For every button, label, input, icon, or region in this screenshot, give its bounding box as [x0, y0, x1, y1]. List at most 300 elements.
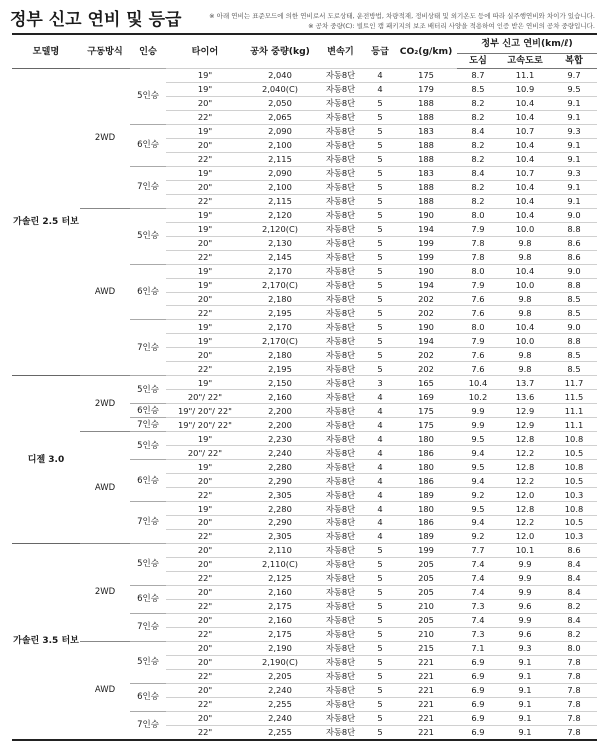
- co2-cell: 188: [395, 180, 457, 194]
- highway-cell: 10.4: [499, 96, 551, 110]
- tire-cell: 20": [166, 138, 244, 152]
- combined-cell: 9.1: [551, 194, 597, 208]
- weight-cell: 2,150: [244, 376, 316, 390]
- transmission-cell: 자동8단: [316, 529, 365, 543]
- weight-cell: 2,115: [244, 152, 316, 166]
- co2-cell: 188: [395, 96, 457, 110]
- highway-cell: 10.4: [499, 110, 551, 124]
- transmission-cell: 자동8단: [316, 124, 365, 138]
- transmission-cell: 자동8단: [316, 250, 365, 264]
- highway-cell: 9.8: [499, 236, 551, 250]
- weight-cell: 2,240: [244, 446, 316, 460]
- highway-cell: 9.8: [499, 362, 551, 376]
- transmission-cell: 자동8단: [316, 222, 365, 236]
- transmission-cell: 자동8단: [316, 432, 365, 446]
- grade-cell: 5: [365, 278, 395, 292]
- tire-cell: 22": [166, 529, 244, 543]
- table-row: [12, 543, 597, 557]
- weight-cell: 2,280: [244, 460, 316, 474]
- tire-cell: 19": [166, 320, 244, 334]
- highway-cell: 10.4: [499, 208, 551, 222]
- combined-cell: 10.8: [551, 460, 597, 474]
- tire-cell: 22": [166, 599, 244, 613]
- weight-cell: 2,175: [244, 599, 316, 613]
- grade-cell: 4: [365, 390, 395, 404]
- city-cell: 7.8: [457, 236, 499, 250]
- weight-cell: 2,305: [244, 488, 316, 502]
- grade-cell: 5: [365, 152, 395, 166]
- co2-cell: 175: [395, 69, 457, 83]
- combined-cell: 9.3: [551, 166, 597, 180]
- tire-cell: 19": [166, 208, 244, 222]
- header-seats: 인승: [130, 34, 166, 69]
- city-cell: 7.4: [457, 571, 499, 585]
- combined-cell: 8.2: [551, 627, 597, 641]
- co2-cell: 205: [395, 571, 457, 585]
- seat-cell: 7인승: [130, 502, 166, 544]
- city-cell: 10.2: [457, 390, 499, 404]
- weight-cell: 2,110(C): [244, 557, 316, 571]
- city-cell: 7.6: [457, 292, 499, 306]
- grade-cell: 5: [365, 585, 395, 599]
- transmission-cell: 자동8단: [316, 278, 365, 292]
- header-weight: 공차 중량(kg): [244, 34, 316, 69]
- header-grade: 등급: [365, 34, 395, 69]
- grade-cell: 5: [365, 264, 395, 278]
- co2-cell: 221: [395, 669, 457, 683]
- transmission-cell: 자동8단: [316, 110, 365, 124]
- tire-cell: 19": [166, 69, 244, 83]
- combined-cell: 9.1: [551, 180, 597, 194]
- drive-cell: AWD: [80, 432, 130, 544]
- transmission-cell: 자동8단: [316, 166, 365, 180]
- weight-cell: 2,145: [244, 250, 316, 264]
- city-cell: 7.4: [457, 557, 499, 571]
- seat-cell: 5인승: [130, 208, 166, 264]
- combined-cell: 8.8: [551, 222, 597, 236]
- combined-cell: 8.6: [551, 236, 597, 250]
- tire-cell: 20": [166, 543, 244, 557]
- transmission-cell: 자동8단: [316, 180, 365, 194]
- highway-cell: 10.9: [499, 82, 551, 96]
- drive-cell: AWD: [80, 208, 130, 376]
- header-transmission: 변속기: [316, 34, 365, 69]
- combined-cell: 11.7: [551, 376, 597, 390]
- tire-cell: 22": [166, 488, 244, 502]
- co2-cell: 179: [395, 82, 457, 96]
- highway-cell: 9.8: [499, 250, 551, 264]
- seat-cell: 6인승: [130, 404, 166, 418]
- grade-cell: 5: [365, 697, 395, 711]
- grade-cell: 5: [365, 725, 395, 739]
- transmission-cell: 자동8단: [316, 376, 365, 390]
- weight-cell: 2,190: [244, 641, 316, 655]
- co2-cell: 183: [395, 124, 457, 138]
- drive-cell: AWD: [80, 641, 130, 739]
- co2-cell: 199: [395, 236, 457, 250]
- model-cell: 가솔린 3.5 터보: [12, 543, 80, 739]
- city-cell: 9.9: [457, 404, 499, 418]
- tire-cell: 20": [166, 180, 244, 194]
- transmission-cell: 자동8단: [316, 571, 365, 585]
- highway-cell: 10.0: [499, 222, 551, 236]
- combined-cell: 7.8: [551, 669, 597, 683]
- header-city: 도심: [457, 54, 499, 69]
- seat-cell: 6인승: [130, 460, 166, 502]
- tire-cell: 20": [166, 96, 244, 110]
- co2-cell: 189: [395, 488, 457, 502]
- grade-cell: 4: [365, 460, 395, 474]
- co2-cell: 199: [395, 543, 457, 557]
- highway-cell: 9.1: [499, 655, 551, 669]
- weight-cell: 2,195: [244, 306, 316, 320]
- combined-cell: 9.1: [551, 96, 597, 110]
- co2-cell: 205: [395, 557, 457, 571]
- co2-cell: 221: [395, 655, 457, 669]
- table-row: [12, 641, 597, 655]
- combined-cell: 9.0: [551, 264, 597, 278]
- weight-cell: 2,180: [244, 292, 316, 306]
- tire-cell: 22": [166, 110, 244, 124]
- transmission-cell: 자동8단: [316, 655, 365, 669]
- transmission-cell: 자동8단: [316, 446, 365, 460]
- co2-cell: 186: [395, 474, 457, 488]
- highway-cell: 12.8: [499, 502, 551, 516]
- highway-cell: 12.0: [499, 488, 551, 502]
- tire-cell: 20": [166, 292, 244, 306]
- weight-cell: 2,120: [244, 208, 316, 222]
- highway-cell: 12.2: [499, 474, 551, 488]
- transmission-cell: 자동8단: [316, 320, 365, 334]
- tire-cell: 20": [166, 641, 244, 655]
- transmission-cell: 자동8단: [316, 264, 365, 278]
- city-cell: 7.8: [457, 250, 499, 264]
- transmission-cell: 자동8단: [316, 488, 365, 502]
- highway-cell: 10.4: [499, 194, 551, 208]
- weight-cell: 2,170(C): [244, 334, 316, 348]
- transmission-cell: 자동8단: [316, 334, 365, 348]
- transmission-cell: 자동8단: [316, 725, 365, 739]
- combined-cell: 10.3: [551, 529, 597, 543]
- weight-cell: 2,240: [244, 711, 316, 725]
- combined-cell: 9.3: [551, 124, 597, 138]
- co2-cell: 199: [395, 250, 457, 264]
- weight-cell: 2,190(C): [244, 655, 316, 669]
- co2-cell: 183: [395, 166, 457, 180]
- city-cell: 8.4: [457, 166, 499, 180]
- combined-cell: 7.8: [551, 725, 597, 739]
- grade-cell: 4: [365, 404, 395, 418]
- weight-cell: 2,125: [244, 571, 316, 585]
- city-cell: 9.5: [457, 460, 499, 474]
- combined-cell: 10.5: [551, 516, 597, 530]
- transmission-cell: 자동8단: [316, 418, 365, 432]
- tire-cell: 19"/ 20"/ 22": [166, 404, 244, 418]
- grade-cell: 5: [365, 334, 395, 348]
- weight-cell: 2,280: [244, 502, 316, 516]
- transmission-cell: 자동8단: [316, 82, 365, 96]
- city-cell: 7.4: [457, 613, 499, 627]
- co2-cell: 180: [395, 460, 457, 474]
- tire-cell: 20": [166, 516, 244, 530]
- city-cell: 9.4: [457, 474, 499, 488]
- transmission-cell: 자동8단: [316, 96, 365, 110]
- transmission-cell: 자동8단: [316, 362, 365, 376]
- combined-cell: 9.5: [551, 82, 597, 96]
- grade-cell: 5: [365, 348, 395, 362]
- weight-cell: 2,050: [244, 96, 316, 110]
- weight-cell: 2,090: [244, 166, 316, 180]
- combined-cell: 11.5: [551, 390, 597, 404]
- combined-cell: 8.2: [551, 599, 597, 613]
- combined-cell: 8.0: [551, 641, 597, 655]
- drive-cell: 2WD: [80, 543, 130, 641]
- combined-cell: 8.5: [551, 292, 597, 306]
- weight-cell: 2,160: [244, 613, 316, 627]
- city-cell: 7.3: [457, 599, 499, 613]
- weight-cell: 2,255: [244, 725, 316, 739]
- weight-cell: 2,160: [244, 585, 316, 599]
- header-highway: 고속도로: [499, 54, 551, 69]
- city-cell: 8.7: [457, 69, 499, 83]
- co2-cell: 194: [395, 334, 457, 348]
- header-tire: 타이어: [166, 34, 244, 69]
- highway-cell: 9.1: [499, 669, 551, 683]
- highway-cell: 12.0: [499, 529, 551, 543]
- grade-cell: 5: [365, 641, 395, 655]
- city-cell: 6.9: [457, 725, 499, 739]
- seat-cell: 7인승: [130, 418, 166, 432]
- header-fuel-economy: 정부 신고 연비(km/ℓ): [457, 34, 597, 54]
- tire-cell: 19": [166, 278, 244, 292]
- grade-cell: 5: [365, 292, 395, 306]
- co2-cell: 186: [395, 446, 457, 460]
- header-co2: CO₂(g/km): [395, 34, 457, 69]
- tire-cell: 19": [166, 222, 244, 236]
- tire-cell: 19": [166, 264, 244, 278]
- seat-cell: 6인승: [130, 264, 166, 320]
- tire-cell: 20": [166, 474, 244, 488]
- co2-cell: 180: [395, 502, 457, 516]
- highway-cell: 10.1: [499, 543, 551, 557]
- co2-cell: 215: [395, 641, 457, 655]
- grade-cell: 5: [365, 669, 395, 683]
- transmission-cell: 자동8단: [316, 152, 365, 166]
- grade-cell: 5: [365, 683, 395, 697]
- seat-cell: 5인승: [130, 432, 166, 460]
- co2-cell: 188: [395, 152, 457, 166]
- weight-cell: 2,175: [244, 627, 316, 641]
- tire-cell: 22": [166, 306, 244, 320]
- combined-cell: 10.3: [551, 488, 597, 502]
- tire-cell: 20": [166, 236, 244, 250]
- city-cell: 9.5: [457, 432, 499, 446]
- combined-cell: 8.5: [551, 362, 597, 376]
- transmission-cell: 자동8단: [316, 627, 365, 641]
- city-cell: 9.2: [457, 488, 499, 502]
- transmission-cell: 자동8단: [316, 697, 365, 711]
- seat-cell: 6인승: [130, 585, 166, 613]
- highway-cell: 10.0: [499, 334, 551, 348]
- combined-cell: 8.4: [551, 585, 597, 599]
- tire-cell: 20"/ 22": [166, 446, 244, 460]
- combined-cell: 8.4: [551, 613, 597, 627]
- combined-cell: 8.5: [551, 348, 597, 362]
- co2-cell: 202: [395, 362, 457, 376]
- city-cell: 8.0: [457, 264, 499, 278]
- highway-cell: 11.1: [499, 69, 551, 83]
- city-cell: 9.5: [457, 502, 499, 516]
- transmission-cell: 자동8단: [316, 460, 365, 474]
- weight-cell: 2,120(C): [244, 222, 316, 236]
- weight-cell: 2,100: [244, 138, 316, 152]
- combined-cell: 10.8: [551, 502, 597, 516]
- weight-cell: 2,040: [244, 69, 316, 83]
- grade-cell: 4: [365, 418, 395, 432]
- tire-cell: 22": [166, 194, 244, 208]
- city-cell: 8.0: [457, 208, 499, 222]
- highway-cell: 12.2: [499, 516, 551, 530]
- co2-cell: 194: [395, 278, 457, 292]
- weight-cell: 2,200: [244, 418, 316, 432]
- highway-cell: 9.1: [499, 697, 551, 711]
- seat-cell: 5인승: [130, 543, 166, 585]
- co2-cell: 221: [395, 697, 457, 711]
- city-cell: 7.1: [457, 641, 499, 655]
- tire-cell: 20": [166, 683, 244, 697]
- grade-cell: 4: [365, 529, 395, 543]
- transmission-cell: 자동8단: [316, 543, 365, 557]
- city-cell: 9.4: [457, 446, 499, 460]
- grade-cell: 5: [365, 543, 395, 557]
- transmission-cell: 자동8단: [316, 585, 365, 599]
- seat-cell: 7인승: [130, 166, 166, 208]
- city-cell: 8.2: [457, 138, 499, 152]
- combined-cell: 8.4: [551, 571, 597, 585]
- weight-cell: 2,195: [244, 362, 316, 376]
- weight-cell: 2,090: [244, 124, 316, 138]
- tire-cell: 20": [166, 655, 244, 669]
- grade-cell: 5: [365, 599, 395, 613]
- transmission-cell: 자동8단: [316, 613, 365, 627]
- transmission-cell: 자동8단: [316, 390, 365, 404]
- tire-cell: 22": [166, 697, 244, 711]
- co2-cell: 169: [395, 390, 457, 404]
- combined-cell: 8.8: [551, 278, 597, 292]
- highway-cell: 12.2: [499, 446, 551, 460]
- combined-cell: 8.4: [551, 557, 597, 571]
- transmission-cell: 자동8단: [316, 557, 365, 571]
- grade-cell: 5: [365, 96, 395, 110]
- co2-cell: 190: [395, 208, 457, 222]
- highway-cell: 9.9: [499, 613, 551, 627]
- highway-cell: 9.6: [499, 599, 551, 613]
- combined-cell: 9.7: [551, 69, 597, 83]
- city-cell: 7.6: [457, 362, 499, 376]
- highway-cell: 9.8: [499, 306, 551, 320]
- tire-cell: 22": [166, 362, 244, 376]
- combined-cell: 11.1: [551, 404, 597, 418]
- combined-cell: 8.5: [551, 306, 597, 320]
- co2-cell: 202: [395, 306, 457, 320]
- grade-cell: 3: [365, 376, 395, 390]
- weight-cell: 2,170: [244, 264, 316, 278]
- tire-cell: 19": [166, 334, 244, 348]
- combined-cell: 10.5: [551, 474, 597, 488]
- combined-cell: 7.8: [551, 697, 597, 711]
- transmission-cell: 자동8단: [316, 138, 365, 152]
- weight-cell: 2,230: [244, 432, 316, 446]
- weight-cell: 2,160: [244, 390, 316, 404]
- highway-cell: 9.1: [499, 683, 551, 697]
- transmission-cell: 자동8단: [316, 516, 365, 530]
- co2-cell: 165: [395, 376, 457, 390]
- combined-cell: 9.1: [551, 138, 597, 152]
- transmission-cell: 자동8단: [316, 599, 365, 613]
- drive-cell: 2WD: [80, 376, 130, 432]
- city-cell: 6.9: [457, 711, 499, 725]
- grade-cell: 5: [365, 362, 395, 376]
- city-cell: 7.4: [457, 585, 499, 599]
- city-cell: 7.6: [457, 348, 499, 362]
- table-row: [12, 69, 597, 83]
- highway-cell: 12.9: [499, 418, 551, 432]
- combined-cell: 9.0: [551, 320, 597, 334]
- weight-cell: 2,170: [244, 320, 316, 334]
- header-model: 모델명: [12, 34, 80, 69]
- weight-cell: 2,130: [244, 236, 316, 250]
- city-cell: 9.4: [457, 516, 499, 530]
- grade-cell: 4: [365, 82, 395, 96]
- table-row: [12, 208, 597, 222]
- grade-cell: 5: [365, 138, 395, 152]
- tire-cell: 20": [166, 585, 244, 599]
- combined-cell: 7.8: [551, 711, 597, 725]
- seat-cell: 7인승: [130, 711, 166, 739]
- transmission-cell: 자동8단: [316, 69, 365, 83]
- transmission-cell: 자동8단: [316, 474, 365, 488]
- transmission-cell: 자동8단: [316, 194, 365, 208]
- weight-cell: 2,040(C): [244, 82, 316, 96]
- co2-cell: 221: [395, 711, 457, 725]
- grade-cell: 5: [365, 571, 395, 585]
- highway-cell: 10.4: [499, 264, 551, 278]
- city-cell: 8.5: [457, 82, 499, 96]
- tire-cell: 19": [166, 166, 244, 180]
- seat-cell: 6인승: [130, 124, 166, 166]
- grade-cell: 5: [365, 180, 395, 194]
- grade-cell: 5: [365, 613, 395, 627]
- seat-cell: 5인승: [130, 641, 166, 683]
- transmission-cell: 자동8단: [316, 641, 365, 655]
- transmission-cell: 자동8단: [316, 348, 365, 362]
- city-cell: 8.4: [457, 124, 499, 138]
- footnote-2: ※ 공차 중량(C): 빌트인 캠 패키지의 보조 배터리 사양을 적용하여 인증 받은 연비의 공차 중량입니다.: [308, 22, 595, 30]
- tire-cell: 19": [166, 124, 244, 138]
- combined-cell: 9.0: [551, 208, 597, 222]
- city-cell: 7.6: [457, 306, 499, 320]
- city-cell: 8.2: [457, 152, 499, 166]
- city-cell: 6.9: [457, 697, 499, 711]
- transmission-cell: 자동8단: [316, 683, 365, 697]
- grade-cell: 5: [365, 208, 395, 222]
- tire-cell: 22": [166, 571, 244, 585]
- tire-cell: 19": [166, 82, 244, 96]
- grade-cell: 5: [365, 711, 395, 725]
- weight-cell: 2,305: [244, 529, 316, 543]
- combined-cell: 10.8: [551, 432, 597, 446]
- transmission-cell: 자동8단: [316, 711, 365, 725]
